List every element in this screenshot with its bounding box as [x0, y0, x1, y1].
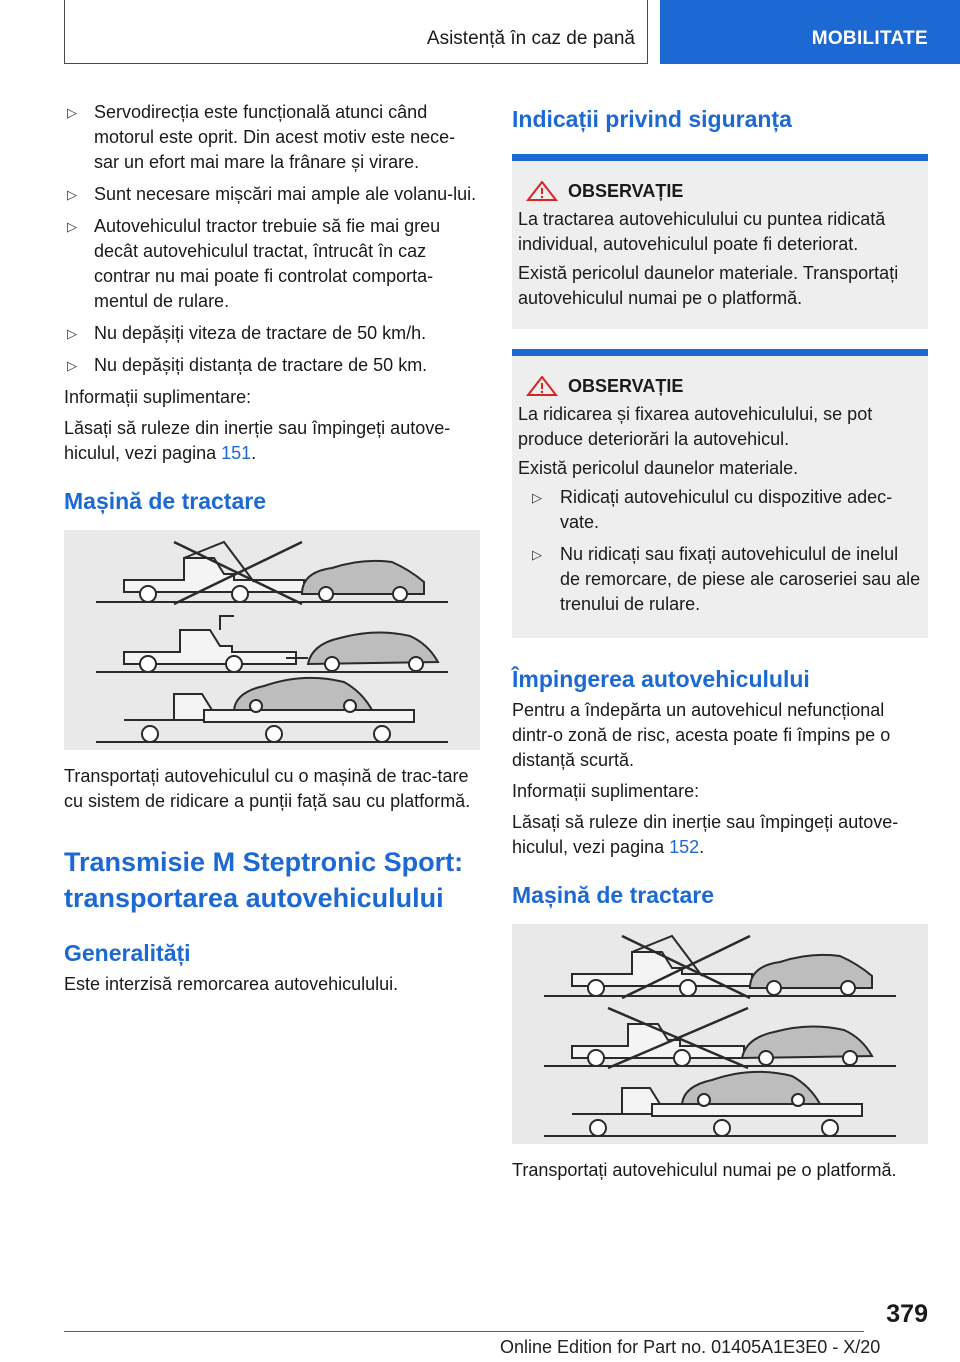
- triangle-bullet-icon: ▷: [67, 187, 77, 202]
- list-item: ▷ Autovehiculul tractor trebuie să fie mai greu decât autovehiculul tractat, întrucât în caz contrar nu mai poate fi controlat comporta-mentul de rulare.: [67, 216, 441, 311]
- list-item: ▷ Nu ridicați sau fixați autovehiculul de inelul de remorcare, de piese ale caroseriei sau ale trenului de rulare.: [532, 544, 921, 614]
- warning-text: La tractarea autovehiculului cu puntea ridicată individual, autovehiculul poate fi deteriorat.: [518, 209, 886, 254]
- info-label: Informații suplimentare:: [512, 781, 700, 801]
- info-paragraph: Lăsați să ruleze din inerție sau împingeți autove-hiculul, vezi pagina 152.: [512, 812, 899, 857]
- info-paragraph: Lăsați să ruleze din inerție sau împingeți autove-hiculul, vezi pagina 151.: [64, 418, 451, 463]
- footer-edition: Online Edition for Part no. 01405A1E3E0 - X/20: [500, 1337, 881, 1357]
- section-heading-tractare: Mașină de tractare: [512, 882, 714, 908]
- general-text: Este interzisă remorcarea autovehiculului.: [64, 974, 399, 994]
- footer-divider: [64, 1331, 864, 1332]
- tow-truck-illustration: [64, 530, 480, 750]
- warning-title: OBSERVAȚIE: [518, 179, 922, 203]
- list-item: ▷ Nu depășiți viteza de tractare de 50 km/h.: [64, 321, 480, 346]
- warning-text: Există pericolul daunelor materiale. Transportați autovehiculul numai pe o platformă.: [518, 263, 899, 308]
- triangle-bullet-icon: ▷: [67, 358, 77, 373]
- triangle-bullet-icon: ▷: [67, 326, 77, 341]
- list-item: ▷ Ridicați autovehiculul cu dispozitive adec-vate.: [532, 487, 893, 532]
- header-section-box: [64, 0, 648, 64]
- page-number: 379: [886, 1300, 928, 1328]
- illustration-caption: Transportați autovehiculul numai pe o platformă.: [512, 1160, 897, 1180]
- triangle-bullet-icon: ▷: [532, 490, 542, 505]
- tow-truck-illustration: [512, 924, 928, 1144]
- warning-box: [512, 154, 928, 329]
- warning-text: Există pericolul daunelor materiale.: [518, 458, 799, 478]
- left-column: [64, 100, 480, 1003]
- header-section-title: Asistență în caz de pană: [426, 28, 635, 49]
- sub-heading: Generalități: [64, 940, 191, 966]
- triangle-bullet-icon: ▷: [67, 105, 77, 120]
- warning-bullet-list: [518, 485, 922, 617]
- warning-title: OBSERVAȚIE: [518, 374, 922, 398]
- list-item: ▷ Sunt necesare mișcări mai ample ale volanu-lui.: [64, 182, 480, 207]
- warning-triangle-icon: [526, 181, 558, 201]
- section-heading-tractare: Mașină de tractare: [64, 488, 266, 514]
- illustration-caption: Transportați autovehiculul cu o mașină de trac-tare cu sistem de ridicare a punții față sau cu platformă.: [64, 766, 471, 811]
- safety-heading: Indicații privind siguranța: [512, 106, 792, 132]
- page-link[interactable]: 152: [669, 837, 700, 857]
- push-heading: Împingerea autovehiculului: [512, 666, 810, 692]
- triangle-bullet-icon: ▷: [532, 547, 542, 562]
- list-item: ▷ Nu depășiți distanța de tractare de 50 km.: [64, 353, 480, 378]
- warning-triangle-icon: [526, 376, 558, 396]
- header-chapter-title: MOBILITATE: [811, 28, 928, 49]
- warning-box: [512, 349, 928, 638]
- page-link[interactable]: 151: [221, 443, 252, 463]
- right-column: [512, 100, 928, 1189]
- header-chapter-tab: [660, 0, 960, 64]
- push-text: Pentru a îndepărta un autovehicul nefuncțional dintr-o zonă de risc, acesta poate fi împins pe o distanță scurtă.: [512, 700, 891, 770]
- left-bullet-list: [64, 100, 480, 378]
- big-heading: Transmisie M Steptronic Sport: transportarea autovehiculului: [64, 847, 464, 913]
- info-label: Informații suplimentare:: [64, 387, 252, 407]
- list-item: ▷ Servodirecția este funcțională atunci când motorul este oprit. Din acest motiv este nece-sar un efort mai mare la frânare și virare.: [67, 102, 456, 172]
- warning-text: La ridicarea și fixarea autovehiculului, se pot produce deteriorări la autovehicul.: [518, 404, 873, 449]
- triangle-bullet-icon: ▷: [67, 219, 77, 234]
